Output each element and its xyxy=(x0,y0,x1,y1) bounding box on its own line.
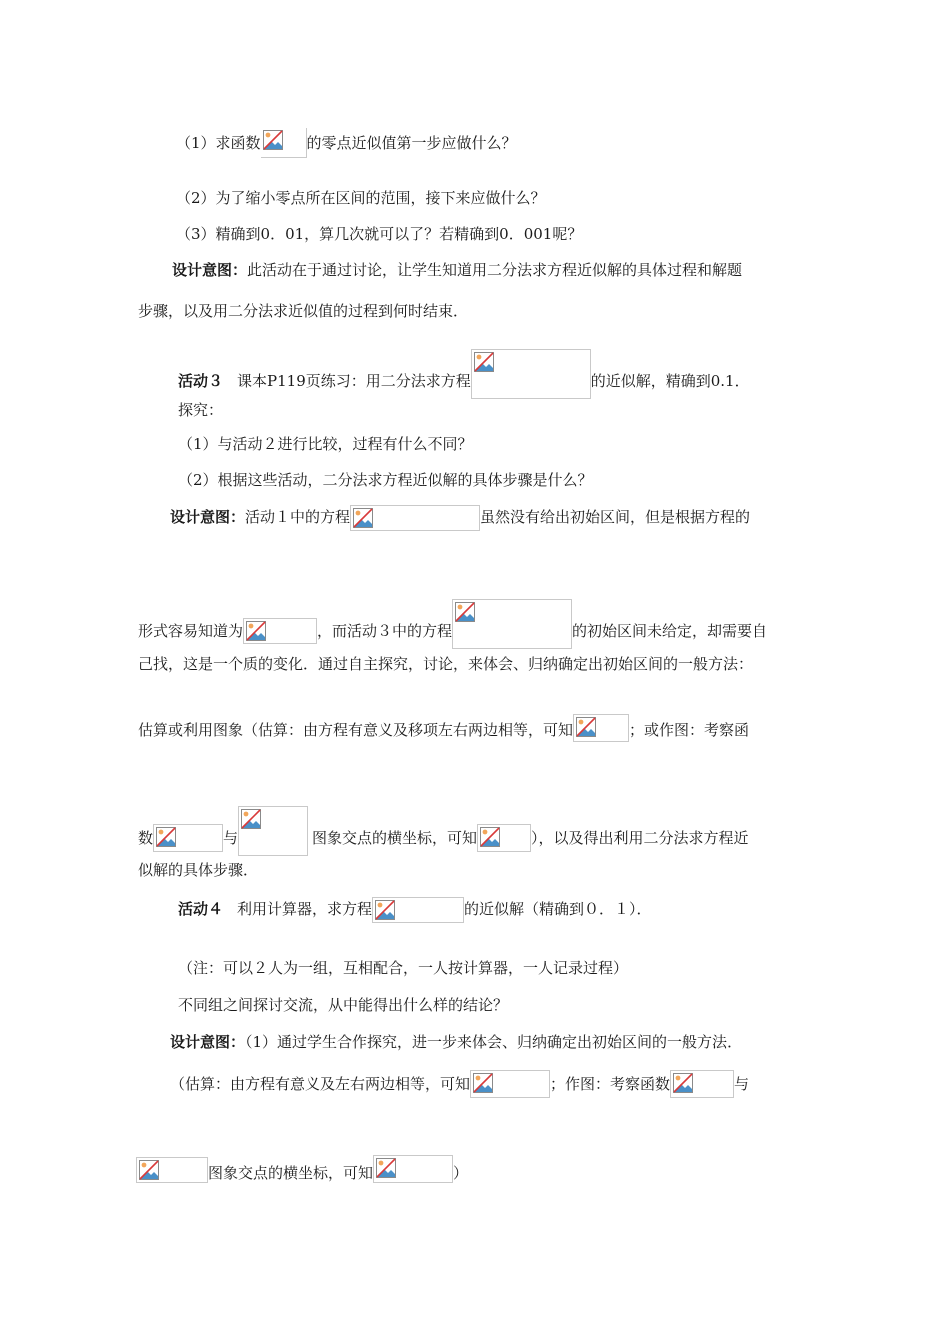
broken-image-icon xyxy=(373,1155,453,1183)
design-intent-2-line-5: 数 与 图象交点的横坐标，可知 ），以及得出利用二分法求方程近 xyxy=(138,806,749,828)
broken-image-icon xyxy=(452,599,572,649)
activity-3: 活动３ 课本P119页练习：用二分法求方程 的近似解，精确到0.1． xyxy=(178,349,750,371)
question-3: （3）精确到0．01，算几次就可以了？若精确到0．001呢？ xyxy=(176,225,583,243)
design-intent-1-line-2: 步骤，以及用二分法求近似值的过程到何时结束． xyxy=(138,302,469,320)
design-intent-label: 设计意图： xyxy=(170,1033,246,1051)
design-intent-3-line-1: 设计意图：（1）通过学生合作探究，进一步来体会、归纳确定出初始区间的一般方法． xyxy=(170,1033,743,1051)
broken-image-icon xyxy=(670,1070,734,1098)
question-1: （1）求函数 的零点近似值第一步应做什么？ xyxy=(176,128,517,150)
broken-image-icon xyxy=(136,1157,208,1183)
design-intent-2-line-6: 似解的具体步骤． xyxy=(138,861,259,879)
design-intent-2-line-4: 估算或利用图象（估算：由方程有意义及移项左右两边相等，可知 ；或作图：考察函 xyxy=(138,714,749,736)
design-intent-2-line-3: 己找，这是一个质的变化．通过自主探究，讨论，来体会、归纳确定出初始区间的一般方法： xyxy=(138,655,754,673)
activity-label: 活动３ xyxy=(178,372,224,390)
activity-4: 活动４ 利用计算器，求方程 的近似解（精确到０．１）． xyxy=(178,897,652,919)
design-intent-2-line-2: 形式容易知道为 ，而活动３中的方程 的初始区间未给定，却需要自 xyxy=(138,599,767,621)
broken-image-icon xyxy=(350,505,480,531)
broken-image-icon xyxy=(238,806,308,856)
broken-image-icon xyxy=(153,824,223,852)
design-intent-2-line-1: 设计意图：活动１中的方程 虽然没有给出初始区间，但是根据方程的 xyxy=(170,505,750,527)
design-intent-1-line-1: 设计意图：此活动在于通过讨论，让学生知道用二分法求方程近似解的具体过程和解题 xyxy=(172,261,743,279)
design-intent-3-line-3: 图象交点的横坐标，可知 ） xyxy=(136,1155,468,1177)
broken-image-icon xyxy=(243,618,317,644)
design-intent-label: 设计意图： xyxy=(172,261,248,279)
broken-image-icon xyxy=(261,128,307,158)
design-intent-3-line-2: （估算：由方程有意义及左右两边相等，可知 ；作图：考察函数 与 xyxy=(170,1070,749,1092)
activity-label: 活动４ xyxy=(178,900,224,918)
note: （注：可以２人为一组，互相配合，一人按计算器，一人记录过程） xyxy=(178,959,629,977)
explore-2: （2）根据这些活动，二分法求方程近似解的具体步骤是什么？ xyxy=(178,471,593,489)
question-2: （2）为了缩小零点所在区间的范围，接下来应做什么？ xyxy=(176,189,546,207)
broken-image-icon xyxy=(372,897,464,923)
broken-image-icon xyxy=(470,1070,550,1098)
broken-image-icon xyxy=(477,824,531,852)
broken-image-icon xyxy=(573,714,629,742)
explore-1: （1）与活动２进行比较，过程有什么不同？ xyxy=(178,435,473,453)
design-intent-label: 设计意图： xyxy=(170,508,246,526)
broken-image-icon xyxy=(471,349,591,399)
explore-heading: 探究： xyxy=(178,401,224,419)
discussion: 不同组之间探讨交流，从中能得出什么样的结论？ xyxy=(178,996,509,1014)
